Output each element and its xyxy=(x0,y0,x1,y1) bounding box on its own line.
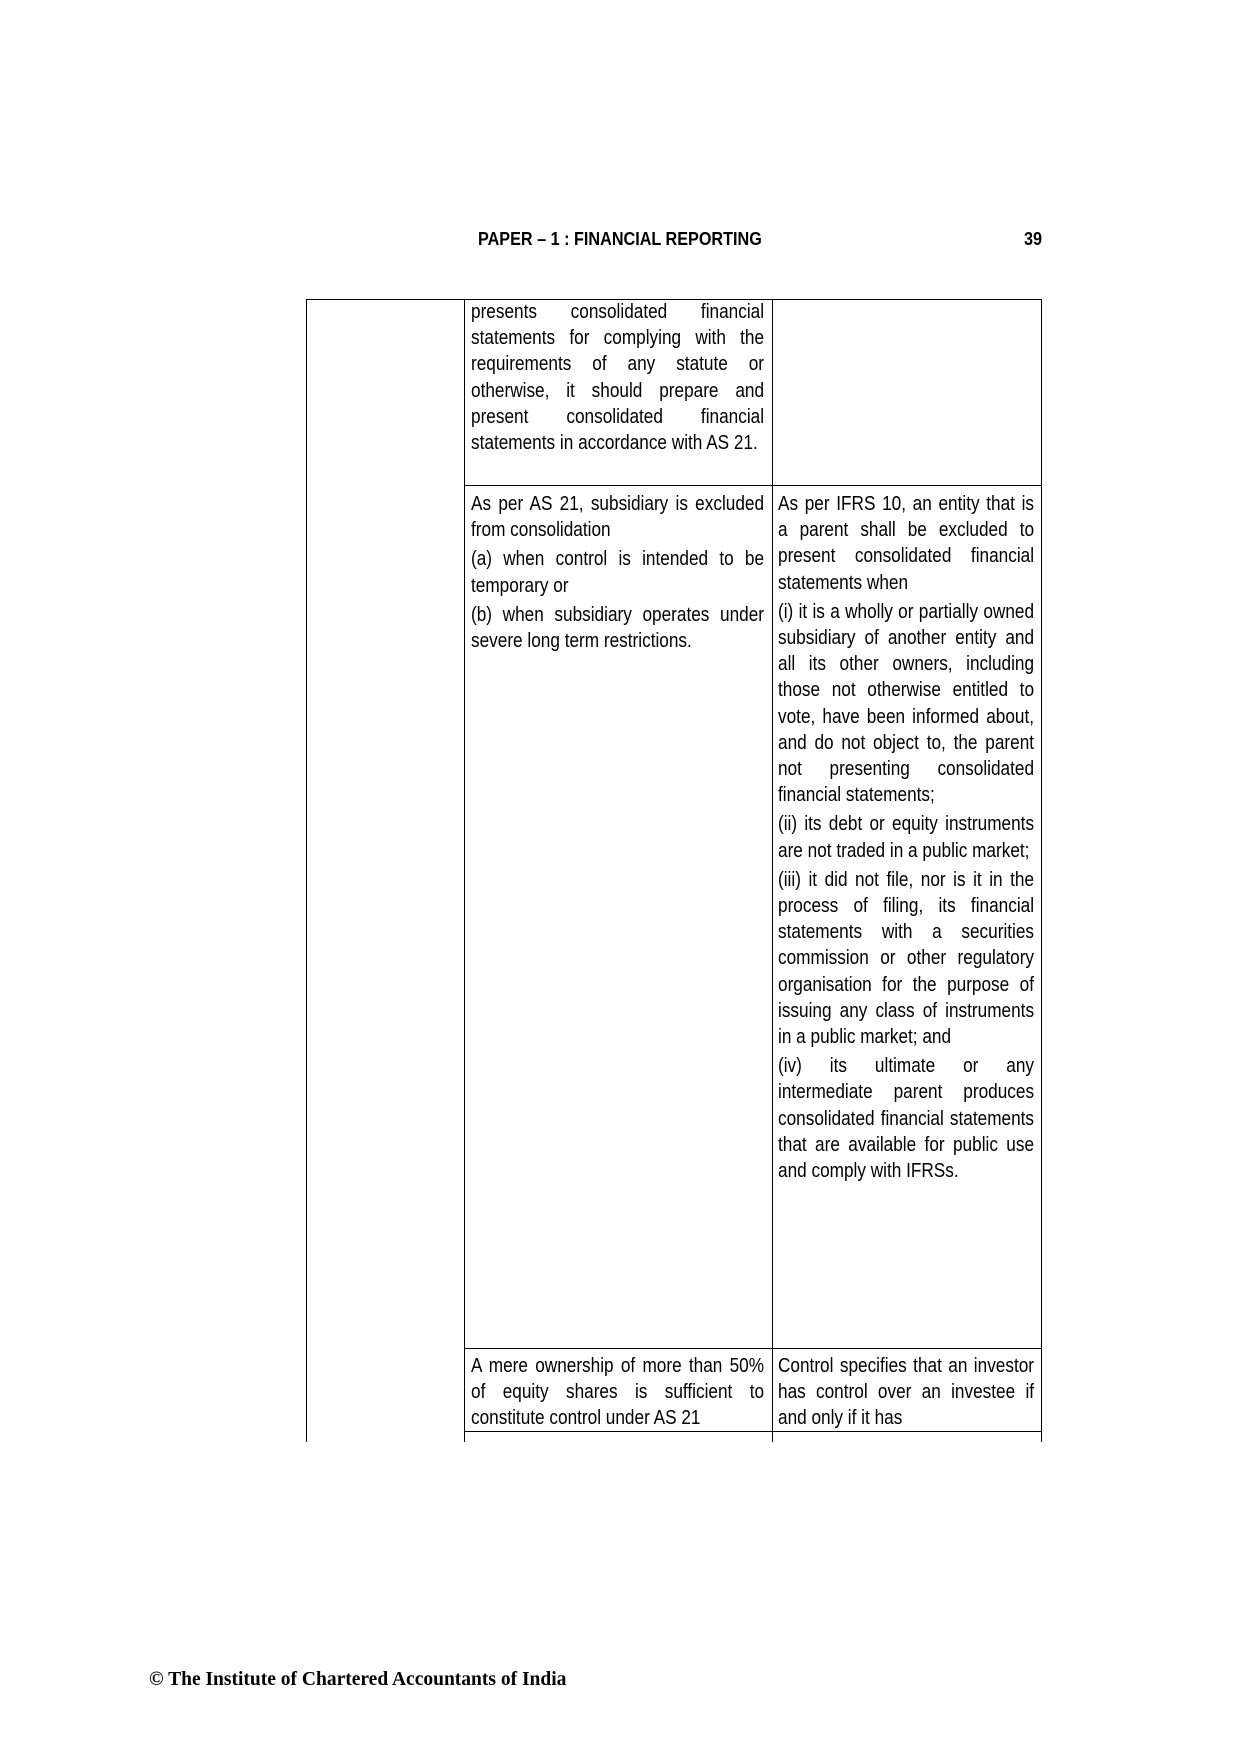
column-divider-1 xyxy=(464,299,465,1442)
row-divider-1 xyxy=(464,485,1042,486)
table-cell-row2-col2 xyxy=(471,491,764,657)
table-cell-row3-col3 xyxy=(778,1353,1034,1435)
table-cell-row2-col3 xyxy=(778,491,1034,1187)
cell-paragraph: As per IFRS 10, an entity that is a parent shall be excluded to present consolidated financial statements when xyxy=(778,493,1035,594)
cell-paragraph: (a) when control is intended to be temporary or xyxy=(471,548,765,597)
cell-paragraph: (b) when subsidiary operates under severe long term restrictions. xyxy=(471,603,765,653)
table-right-border xyxy=(1041,299,1042,1442)
table-cell-row3-col2 xyxy=(471,1353,764,1435)
cell-paragraph: As per AS 21, subsidiary is excluded from consolidation xyxy=(471,493,765,542)
cell-paragraph: (iv) its ultimate or any intermediate parent produces consolidated financial statements that are available for public use and comply with IFRSs. xyxy=(778,1055,1035,1183)
cell-paragraph: (i) it is a wholly or partially owned subsidiary of another entity and all its other owners, including those not otherwise entitled to vote, have been informed about, and do not object to, the parent not presenting consolidated financial statements; xyxy=(778,600,1035,807)
running-header-title: PAPER – 1 : FINANCIAL REPORTING xyxy=(478,229,762,249)
page-number: 39 xyxy=(1024,229,1043,249)
table-left-border xyxy=(306,299,307,1442)
cell-paragraph: presents consolidated financial statements for complying with the requirements of any statute or otherwise, it should prepare and present consolidated financial statements in accordance with AS 21. xyxy=(471,301,765,455)
row-divider-2 xyxy=(464,1348,1042,1349)
cell-paragraph: (ii) its debt or equity instruments are not traded in a public market; xyxy=(778,813,1035,862)
cell-paragraph: (iii) it did not file, nor is it in the process of filing, its financial statements with a securities commission or other regulatory organisation for the purpose of issuing any class of instruments in a public market; and xyxy=(778,868,1035,1049)
column-divider-2 xyxy=(772,299,773,1442)
table-cell-row1-col2 xyxy=(471,299,764,459)
cell-paragraph: Control specifies that an investor has control over an investee if and only if it has xyxy=(778,1355,1035,1430)
copyright-footer: © The Institute of Chartered Accountants of India xyxy=(149,1669,567,1690)
cell-paragraph: A mere ownership of more than 50% of equity shares is sufficient to constitute control under AS 21 xyxy=(471,1355,765,1430)
